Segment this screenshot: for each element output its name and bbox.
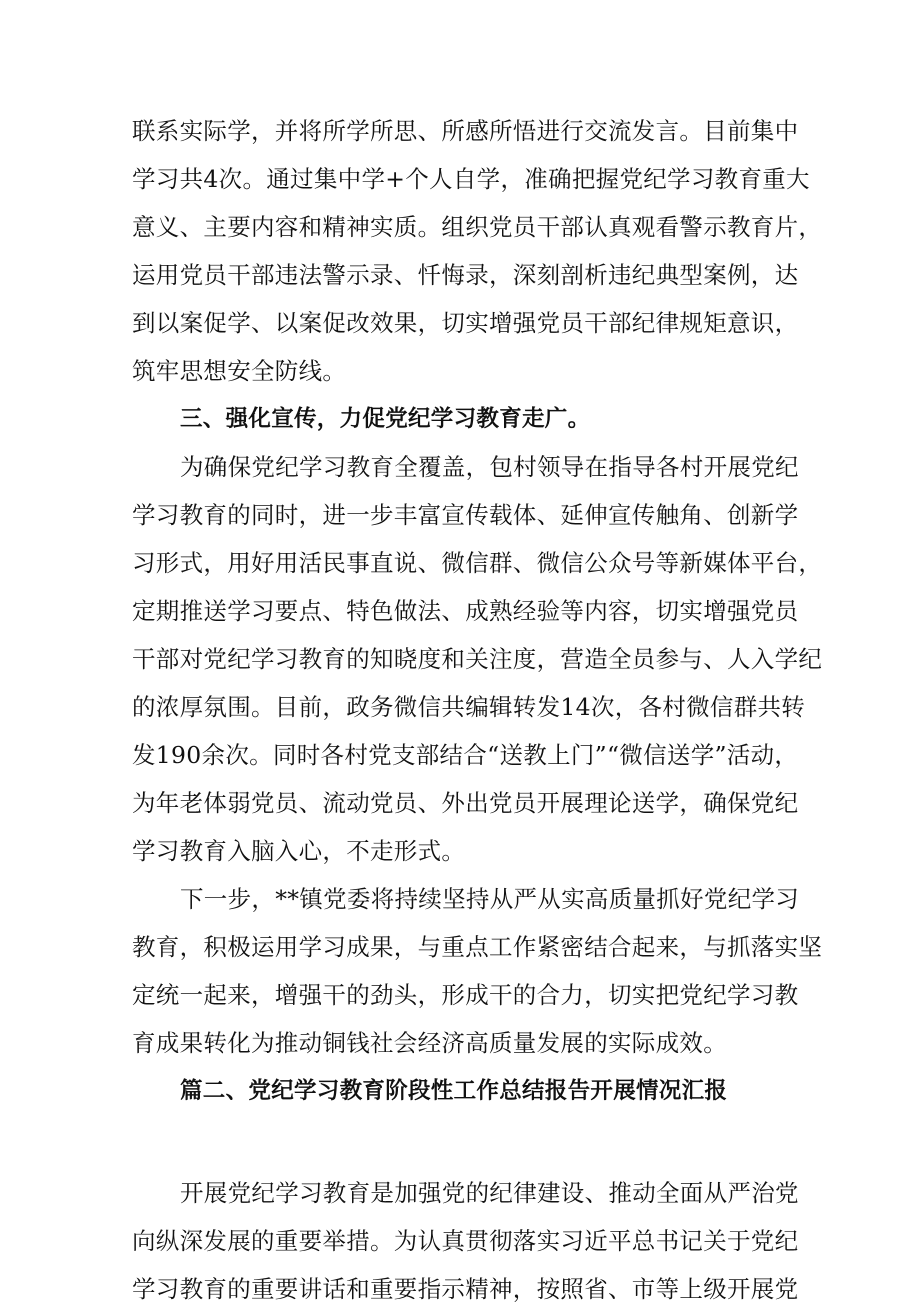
section-heading: 三、强化宣传，力促党纪学习教育走广。 xyxy=(180,406,591,432)
body-line: 学习共4次。通过集中学+个人自学，准确把握党纪学习教育重大 xyxy=(132,165,810,193)
body-line: 筑牢思想安全防线。 xyxy=(132,357,347,385)
body-line: 联系实际学，并将所学所思、所感所悟进行交流发言。目前集中 xyxy=(132,117,799,145)
body-line: 意义、主要内容和精神实质。组织党员干部认真观看警示教育片， xyxy=(132,213,823,241)
body-line: 教育，积极运用学习成果，与重点工作紧密结合起来，与抓落实坚 xyxy=(132,933,823,961)
body-line: 下一步，**镇党委将持续坚持从严从实高质量抓好党纪学习 xyxy=(180,885,800,913)
body-line: 习形式，用好用活民事直说、微信群、微信公众号等新媒体平台， xyxy=(132,549,823,577)
body-line: 学习教育的重要讲话和重要指示精神，按照省、市等上级开展党 xyxy=(132,1275,799,1303)
body-line: 干部对党纪学习教育的知晓度和关注度，营造全员参与、人入学纪 xyxy=(132,645,823,673)
body-line: 学习教育入脑入心，不走形式。 xyxy=(132,837,466,865)
body-line: 定期推送学习要点、特色做法、成熟经验等内容，切实增强党员 xyxy=(132,597,799,625)
body-line: 开展党纪学习教育是加强党的纪律建设、推动全面从严治党 xyxy=(180,1179,799,1207)
body-line: 学习教育的同时，进一步丰富宣传载体、延伸宣传触角、创新学 xyxy=(132,501,799,529)
body-line: 发190余次。同时各村党支部结合“送教上门”“微信送学”活动， xyxy=(132,741,799,769)
body-line: 运用党员干部违法警示录、忏悔录，深刻剖析违纪典型案例，达 xyxy=(132,261,799,289)
body-line: 到以案促学、以案促改效果，切实增强党员干部纪律规矩意识， xyxy=(132,309,799,337)
body-line: 为年老体弱党员、流动党员、外出党员开展理论送学，确保党纪 xyxy=(132,789,799,817)
body-line: 的浓厚氛围。目前，政务微信共编辑转发14次，各村微信群共转 xyxy=(132,693,806,721)
body-line: 育成果转化为推动铜钱社会经济高质量发展的实际成效。 xyxy=(132,1029,727,1057)
body-line: 向纵深发展的重要举措。为认真贯彻落实习近平总书记关于党纪 xyxy=(132,1227,799,1255)
article-title: 篇二、党纪学习教育阶段性工作总结报告开展情况汇报 xyxy=(180,1078,728,1104)
body-line: 定统一起来，增强干的劲头，形成干的合力，切实把党纪学习教 xyxy=(132,981,799,1009)
body-line: 为确保党纪学习教育全覆盖，包村领导在指导各村开展党纪 xyxy=(180,453,799,481)
